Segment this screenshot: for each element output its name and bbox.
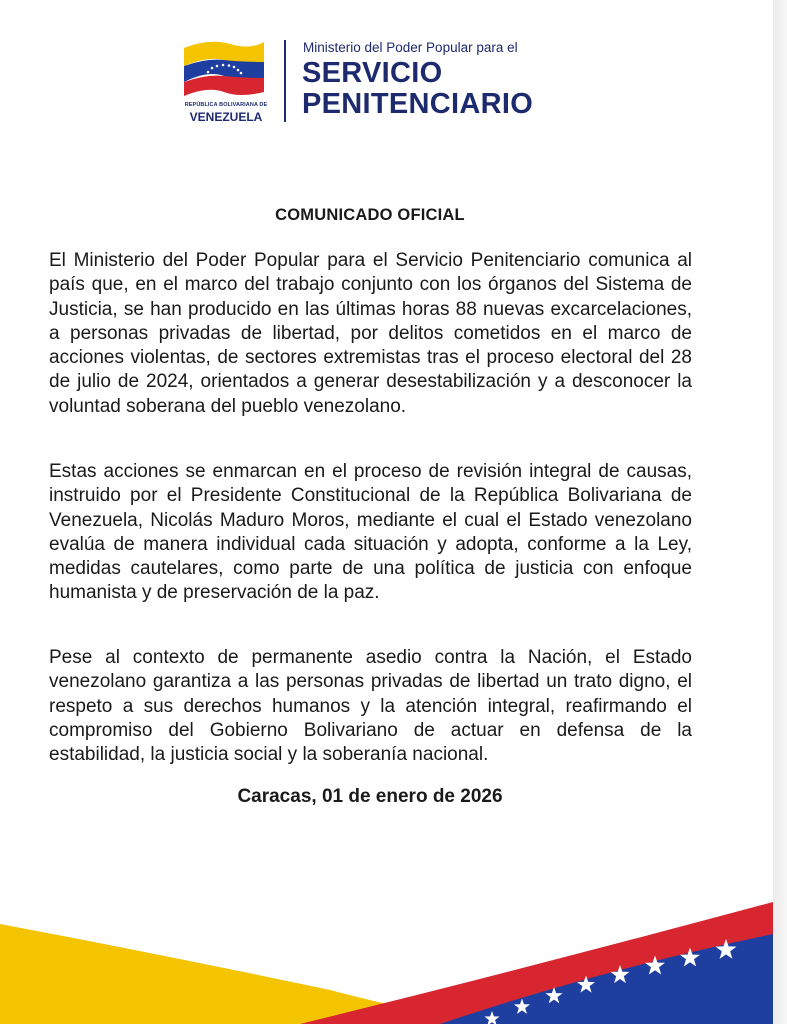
service-name-line-1: SERVICIO — [302, 57, 443, 89]
paragraph-3: Pese al contexto de permanente asedio contra la Nación, el Estado venezolano garantiza a las personas privadas de libertad un trato digno, el respeto a sus derechos humanos y la atención integral, reafirmando el compromiso del Gobierno Bolivariano de actuar en defensa de la estabilidad, la justicia social y la soberanía nacional. — [49, 647, 692, 766]
paragraph-1: El Ministerio del Poder Popular para el Servicio Penitenciario comunica al país que, en el marco del trabajo conjunto con los órganos del Sistema de Justicia, se han producido en las últimas horas 88 nuevas excarcelaciones, a personas privadas de libertad, por delitos cometidos en el marco de acciones violentas, de sectores extremistas tras el proceso electoral del 28 de julio de 2024, orientados a generar desestabilización y a desconocer la voluntad soberana del pueblo venezolano. — [49, 250, 692, 417]
paragraph-2: Estas acciones se enmarcan en el proceso de revisión integral de causas, instruido por el Presidente Constitucional de la República Bolivariana de Venezuela, Nicolás Maduro Moros, mediante el cual el Estado venezolano evalúa de manera individual cada situación y adopta, conforme a la Ley, medidas cautelares, como parte de una política de justicia con enfoque humanista y de preservación de la paz. — [49, 461, 692, 604]
document-title: COMUNICADO OFICIAL — [275, 206, 465, 224]
service-name-line-2: PENITENCIARIO — [302, 88, 534, 120]
venezuela-flag-icon — [180, 38, 266, 98]
signature-date: Caracas, 01 de enero de 2026 — [237, 786, 503, 807]
service-name — [302, 58, 582, 120]
republic-label: REPÚBLICA BOLIVARIANA DE — [184, 102, 268, 108]
page-edge — [773, 0, 787, 1024]
flag-wave-footer — [0, 860, 773, 1024]
country-label: VENEZUELA — [189, 110, 263, 124]
ministry-line: Ministerio del Poder Popular para el — [303, 40, 518, 55]
header-divider — [284, 40, 286, 122]
letterhead — [180, 36, 580, 136]
